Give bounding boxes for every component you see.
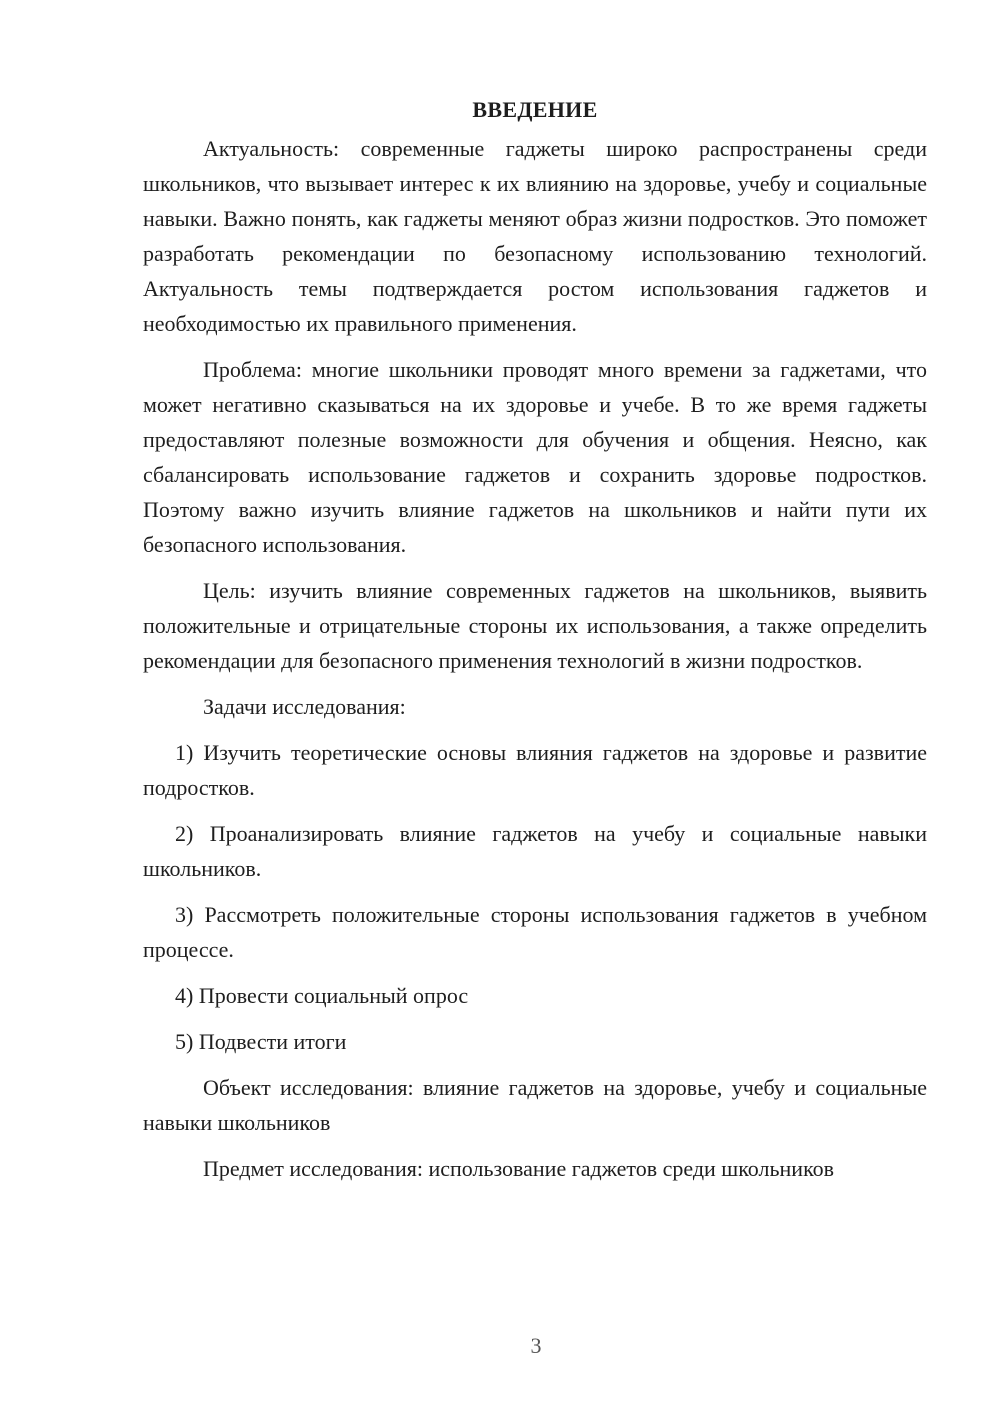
tasks-title: Задачи исследования: [203, 694, 406, 719]
page-number: 3 [530, 1333, 542, 1358]
problem-paragraph: Проблема: многие школьники проводят много времени за гаджетами, что может негативно сказываться на их здоровье и учебе. В то же время гаджеты предоставляют полезные возможности для обучения и общения. Неясно, как сбалансировать использование гаджетов и сохранить здоровье подростков. Поэтому важно изучить влияние гаджетов на школьников и найти пути их безопасного использования. [143, 357, 927, 557]
task-item-3: 3) Рассмотреть положительные стороны использования гаджетов в учебном процессе. [143, 902, 927, 962]
goal-paragraph: Цель: изучить влияние современных гаджетов на школьников, выявить положительные и отрицательные стороны их использования, а также определить рекомендации для безопасного применения технологий в жизни подростков. [143, 578, 927, 673]
page-content [143, 95, 927, 1197]
task-item-5: 5) Подвести итоги [175, 1029, 347, 1054]
page-heading: ВВЕДЕНИЕ [472, 97, 598, 122]
subject-paragraph: Предмет исследования: использование гаджетов среди школьников [203, 1156, 835, 1181]
task-item-1: 1) Изучить теоретические основы влияния гаджетов на здоровье и развитие подростков. [143, 740, 927, 800]
object-paragraph: Объект исследования: влияние гаджетов на здоровье, учебу и социальные навыки школьников [143, 1075, 927, 1135]
relevance-paragraph: Актуальность: современные гаджеты широко распространены среди школьников, что вызывает интерес к их влиянию на здоровье, учебу и социальные навыки. Важно понять, как гаджеты меняют образ жизни подростков. Это поможет разработать рекомендации по безопасному использованию технологий. Актуальность темы подтверждается ростом использования гаджетов и необходимостью их правильного применения. [143, 136, 927, 336]
task-item-4: 4) Провести социальный опрос [175, 983, 469, 1008]
task-item-2: 2) Проанализировать влияние гаджетов на учебу и социальные навыки школьников. [143, 821, 927, 881]
